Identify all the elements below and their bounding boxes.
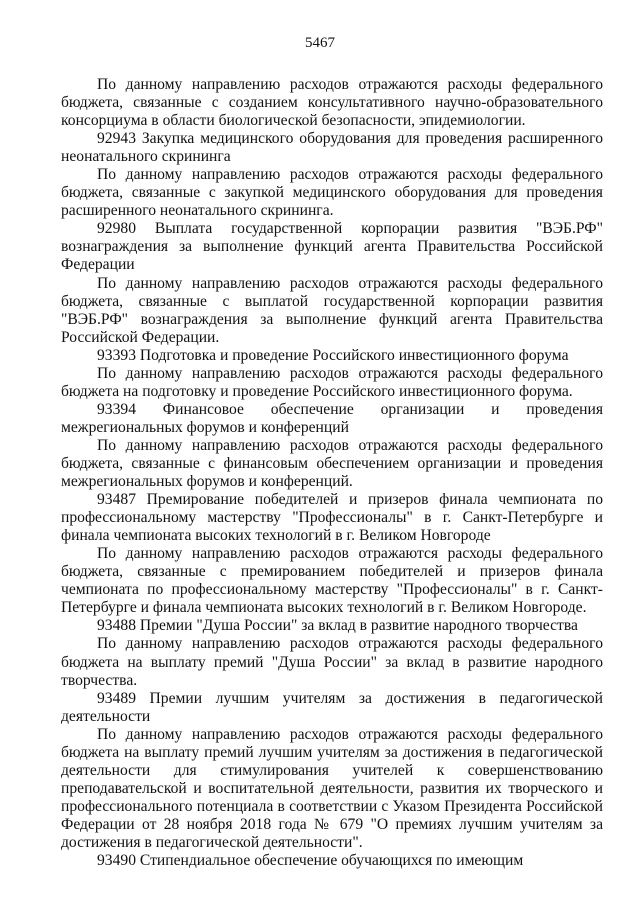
paragraph-93489-description: По данному направлению расходов отражаются расходы федерального бюджета на выплату премий лучшим учителям за достижения в педагогической деятельности для стимулирования учителей к совершенствованию преподавательской и воспитательной деятельности, развития их творческого и профессионального потенциала в соответствии с Указом Президента Российской Федерации от 28 ноября 2018 года № 679 "О премиях лучшим учителям за достижения в педагогической деятельности". — [61, 725, 603, 851]
heading-93489: 93489 Премии лучшим учителям за достижения в педагогической деятельности — [61, 689, 603, 725]
page-number: 5467 — [305, 35, 335, 51]
heading-93488: 93488 Премии "Душа России" за вклад в развитие народного творчества — [97, 617, 578, 635]
heading-93394: 93394 Финансовое обеспечение организации и проведения межрегиональных форумов и конференций — [61, 400, 603, 436]
paragraph-93393-description: По данному направлению расходов отражаются расходы федерального бюджета на подготовку и проведение Российского инвестиционного форума. — [61, 364, 603, 400]
document-body — [61, 76, 603, 870]
heading-93487: 93487 Премирование победителей и призеров финала чемпионата по профессиональному мастерству "Профессионалы" в г. Санкт-Петербурге и финала чемпионата высоких технологий в г. Великом Новгороде — [61, 491, 603, 545]
paragraph-93487-description: По данному направлению расходов отражаются расходы федерального бюджета, связанные с премированием победителей и призеров финала чемпионата по профессиональному мастерству "Профессионалы" в г. Санкт-Петербурге и финала чемпионата высоких технологий в г. Великом Новгороде. — [61, 545, 603, 617]
paragraph-consortium-description: По данному направлению расходов отражаются расходы федерального бюджета, связанные с созданием консультативного научно-образовательного консорциума в области биологической безопасности, эпидемиологии. — [61, 76, 603, 130]
heading-93393: 93393 Подготовка и проведение Российского инвестиционного форума — [97, 346, 569, 364]
paragraph-93394-description: По данному направлению расходов отражаются расходы федерального бюджета, связанные с финансовым обеспечением организации и проведения межрегиональных форумов и конференций. — [61, 436, 603, 491]
paragraph-92980-description: По данному направлению расходов отражаются расходы федерального бюджета, связанные с выплатой государственной корпорации развития "ВЭБ.РФ" вознаграждения за выполнение функций агента Правительства Российской Федерации. — [61, 274, 603, 346]
heading-92943: 92943 Закупка медицинского оборудования для проведения расширенного неонатального скрининга — [61, 130, 603, 166]
paragraph-92943-description: По данному направлению расходов отражаются расходы федерального бюджета, связанные с закупкой медицинского оборудования для проведения расширенного неонатального скрининга. — [61, 166, 603, 220]
heading-92980: 92980 Выплата государственной корпорации развития "ВЭБ.РФ" вознаграждения за выполнение функций агента Правительства Российской Федерации — [61, 220, 603, 274]
paragraph-93488-description: По данному направлению расходов отражаются расходы федерального бюджета на выплату премий "Душа России" за вклад в развитие народного творчества. — [61, 635, 603, 689]
heading-93490: 93490 Стипендиальное обеспечение обучающихся по имеющим — [97, 852, 524, 870]
